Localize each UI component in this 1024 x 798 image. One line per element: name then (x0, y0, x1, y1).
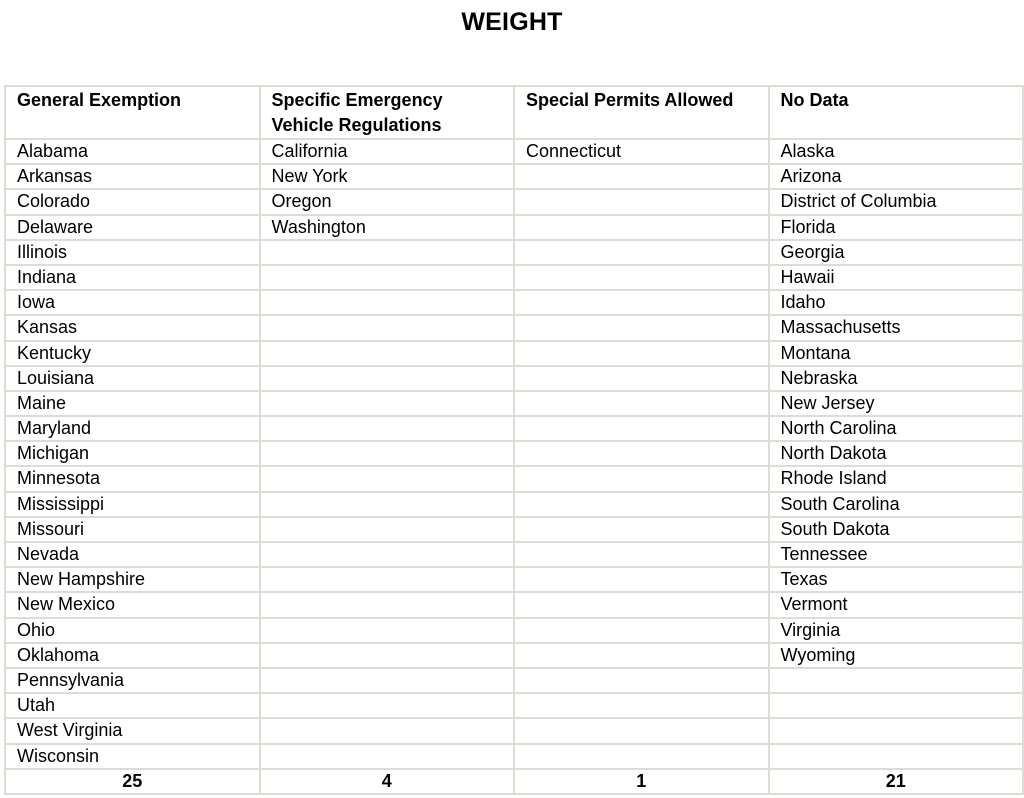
total-specific-emergency-vehicle-regulations: 4 (260, 769, 515, 794)
table-row (5, 391, 1023, 416)
table-cell-special-permits-allowed (514, 567, 769, 592)
table-cell-special-permits-allowed (514, 189, 769, 214)
table-cell-no-data: North Dakota (769, 441, 1024, 466)
table-cell-specific-emergency-vehicle-regulations (260, 744, 515, 769)
table-cell-general-exemption: Arkansas (5, 164, 260, 189)
table-row (5, 492, 1023, 517)
table-cell-special-permits-allowed (514, 492, 769, 517)
table-cell-general-exemption: Indiana (5, 265, 260, 290)
table-row (5, 265, 1023, 290)
table-cell-special-permits-allowed (514, 542, 769, 567)
table-cell-special-permits-allowed (514, 240, 769, 265)
table-cell-no-data: New Jersey (769, 391, 1024, 416)
table-cell-no-data: Montana (769, 341, 1024, 366)
table-cell-general-exemption: Kentucky (5, 341, 260, 366)
table-cell-special-permits-allowed (514, 290, 769, 315)
table-cell-specific-emergency-vehicle-regulations (260, 466, 515, 491)
table-row (5, 618, 1023, 643)
table-row (5, 366, 1023, 391)
table-cell-general-exemption: Mississippi (5, 492, 260, 517)
table-cell-special-permits-allowed (514, 668, 769, 693)
table-cell-no-data: Massachusetts (769, 315, 1024, 340)
table-cell-special-permits-allowed (514, 215, 769, 240)
table-cell-no-data: Rhode Island (769, 466, 1024, 491)
table-cell-general-exemption: Colorado (5, 189, 260, 214)
table-cell-no-data: South Dakota (769, 517, 1024, 542)
table-row (5, 189, 1023, 214)
table-cell-special-permits-allowed (514, 693, 769, 718)
table-cell-specific-emergency-vehicle-regulations: New York (260, 164, 515, 189)
table-row (5, 139, 1023, 164)
table-cell-no-data: Wyoming (769, 643, 1024, 668)
table-row (5, 542, 1023, 567)
table-cell-specific-emergency-vehicle-regulations (260, 492, 515, 517)
table-cell-no-data: Georgia (769, 240, 1024, 265)
table-cell-general-exemption: Missouri (5, 517, 260, 542)
table-cell-no-data: District of Columbia (769, 189, 1024, 214)
table-cell-special-permits-allowed (514, 164, 769, 189)
table-cell-specific-emergency-vehicle-regulations (260, 265, 515, 290)
table-cell-special-permits-allowed: Connecticut (514, 139, 769, 164)
table-row (5, 341, 1023, 366)
table-cell-general-exemption: Iowa (5, 290, 260, 315)
total-general-exemption: 25 (5, 769, 260, 794)
table-cell-general-exemption: Michigan (5, 441, 260, 466)
table-cell-no-data: Tennessee (769, 542, 1024, 567)
table-row (5, 441, 1023, 466)
column-header-general-exemption: General Exemption (5, 86, 260, 139)
table-cell-specific-emergency-vehicle-regulations (260, 315, 515, 340)
table-cell-specific-emergency-vehicle-regulations: Oregon (260, 189, 515, 214)
table-cell-specific-emergency-vehicle-regulations (260, 618, 515, 643)
table-cell-specific-emergency-vehicle-regulations (260, 290, 515, 315)
table-cell-no-data: North Carolina (769, 416, 1024, 441)
table-cell-special-permits-allowed (514, 592, 769, 617)
table-cell-special-permits-allowed (514, 441, 769, 466)
table-cell-special-permits-allowed (514, 366, 769, 391)
table-cell-special-permits-allowed (514, 315, 769, 340)
table-cell-general-exemption: Pennsylvania (5, 668, 260, 693)
table-cell-general-exemption: Wisconsin (5, 744, 260, 769)
table-row (5, 744, 1023, 769)
table-cell-specific-emergency-vehicle-regulations (260, 643, 515, 668)
table-cell-general-exemption: Delaware (5, 215, 260, 240)
table-cell-no-data (769, 718, 1024, 743)
table-cell-general-exemption: Maryland (5, 416, 260, 441)
table-cell-general-exemption: Alabama (5, 139, 260, 164)
totals-row (5, 769, 1023, 794)
table-cell-special-permits-allowed (514, 744, 769, 769)
table-cell-special-permits-allowed (514, 391, 769, 416)
table-cell-no-data: Idaho (769, 290, 1024, 315)
table-cell-specific-emergency-vehicle-regulations (260, 693, 515, 718)
table-row (5, 693, 1023, 718)
table-cell-no-data: Texas (769, 567, 1024, 592)
table-cell-specific-emergency-vehicle-regulations (260, 567, 515, 592)
table-cell-no-data: Alaska (769, 139, 1024, 164)
table-row (5, 240, 1023, 265)
table-cell-no-data (769, 744, 1024, 769)
table-cell-no-data: Virginia (769, 618, 1024, 643)
table-cell-general-exemption: Maine (5, 391, 260, 416)
page-title: WEIGHT (461, 8, 563, 36)
header-row (5, 86, 1023, 139)
table-row (5, 567, 1023, 592)
table-row (5, 290, 1023, 315)
table-cell-general-exemption: New Mexico (5, 592, 260, 617)
table-cell-general-exemption: Kansas (5, 315, 260, 340)
table-cell-specific-emergency-vehicle-regulations (260, 416, 515, 441)
table-cell-general-exemption: Nevada (5, 542, 260, 567)
table-cell-specific-emergency-vehicle-regulations (260, 240, 515, 265)
table-cell-specific-emergency-vehicle-regulations (260, 441, 515, 466)
table-cell-specific-emergency-vehicle-regulations (260, 718, 515, 743)
table-cell-special-permits-allowed (514, 265, 769, 290)
table-body (5, 139, 1023, 769)
table-row (5, 517, 1023, 542)
column-header-specific-emergency-vehicle-regulations: Specific Emergency Vehicle Regulations (260, 86, 515, 139)
table-cell-no-data: Arizona (769, 164, 1024, 189)
table-row (5, 466, 1023, 491)
table-cell-general-exemption: Ohio (5, 618, 260, 643)
table-row (5, 718, 1023, 743)
table-cell-specific-emergency-vehicle-regulations: California (260, 139, 515, 164)
table-cell-special-permits-allowed (514, 341, 769, 366)
table-row (5, 215, 1023, 240)
table-cell-specific-emergency-vehicle-regulations (260, 391, 515, 416)
table-cell-no-data: Hawaii (769, 265, 1024, 290)
table-cell-no-data (769, 668, 1024, 693)
total-special-permits-allowed: 1 (514, 769, 769, 794)
column-header-no-data: No Data (769, 86, 1024, 139)
table-cell-general-exemption: Louisiana (5, 366, 260, 391)
table-row (5, 592, 1023, 617)
table-cell-special-permits-allowed (514, 517, 769, 542)
table-cell-general-exemption: Minnesota (5, 466, 260, 491)
table-cell-general-exemption: Oklahoma (5, 643, 260, 668)
table-row (5, 315, 1023, 340)
table-cell-no-data (769, 693, 1024, 718)
table-row (5, 668, 1023, 693)
table-cell-special-permits-allowed (514, 643, 769, 668)
total-no-data: 21 (769, 769, 1024, 794)
table-row (5, 643, 1023, 668)
table-cell-specific-emergency-vehicle-regulations (260, 341, 515, 366)
table-cell-specific-emergency-vehicle-regulations (260, 542, 515, 567)
table-cell-special-permits-allowed (514, 416, 769, 441)
table-row (5, 416, 1023, 441)
table-cell-specific-emergency-vehicle-regulations (260, 592, 515, 617)
table-cell-specific-emergency-vehicle-regulations (260, 668, 515, 693)
column-header-special-permits-allowed: Special Permits Allowed (514, 86, 769, 139)
table-cell-specific-emergency-vehicle-regulations (260, 517, 515, 542)
table-cell-general-exemption: New Hampshire (5, 567, 260, 592)
table-cell-no-data: Nebraska (769, 366, 1024, 391)
table-cell-no-data: South Carolina (769, 492, 1024, 517)
table-cell-special-permits-allowed (514, 466, 769, 491)
weight-table (4, 85, 1024, 795)
table-cell-special-permits-allowed (514, 718, 769, 743)
table-cell-specific-emergency-vehicle-regulations: Washington (260, 215, 515, 240)
table-row (5, 164, 1023, 189)
table-cell-no-data: Vermont (769, 592, 1024, 617)
table-cell-general-exemption: West Virginia (5, 718, 260, 743)
table-cell-no-data: Florida (769, 215, 1024, 240)
table-cell-general-exemption: Illinois (5, 240, 260, 265)
table-cell-specific-emergency-vehicle-regulations (260, 366, 515, 391)
table-cell-general-exemption: Utah (5, 693, 260, 718)
table-cell-special-permits-allowed (514, 618, 769, 643)
